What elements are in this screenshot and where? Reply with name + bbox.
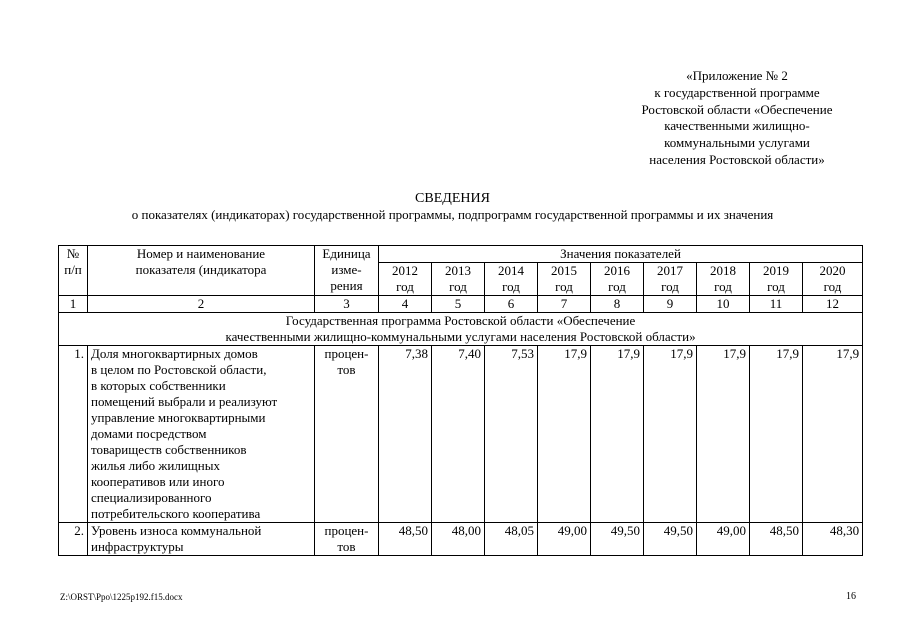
indicator-value: 17,9 [803, 346, 863, 523]
indicator-value: 7,38 [379, 346, 432, 523]
indicator-value: 17,9 [750, 346, 803, 523]
header-row [59, 246, 863, 263]
program-title-row [59, 313, 863, 346]
year-header: 2012 год [379, 263, 432, 296]
appendix-line: «Приложение № 2 [686, 68, 788, 83]
indicator-unit: процен- тов [315, 523, 379, 556]
indicator-value: 49,50 [591, 523, 644, 556]
indicator-value: 48,00 [432, 523, 485, 556]
column-number: 12 [803, 296, 863, 313]
appendix-line: к государственной программе [654, 84, 820, 100]
program-title: Государственная программа Ростовской области «Обеспечение качественными жилищно-коммунальными услугами населения Ростовской области» [59, 313, 863, 346]
year-header: 2014 год [485, 263, 538, 296]
indicator-value: 17,9 [538, 346, 591, 523]
year-header: 2019 год [750, 263, 803, 296]
appendix-line: качественными жилищно- [664, 118, 810, 134]
indicator-value: 17,9 [644, 346, 697, 523]
column-number: 10 [697, 296, 750, 313]
year-header: 2016 год [591, 263, 644, 296]
appendix-line: населения Ростовской области» [649, 151, 825, 167]
indicator-value: 17,9 [591, 346, 644, 523]
column-number: 2 [88, 296, 315, 313]
indicator-value: 17,9 [697, 346, 750, 523]
indicator-value: 49,00 [538, 523, 591, 556]
year-header: 2017 год [644, 263, 697, 296]
indicator-value: 49,00 [697, 523, 750, 556]
header-name: Номер и наименование показателя (индикатора [88, 246, 315, 296]
indicators-table [58, 245, 863, 556]
table-row [59, 523, 863, 556]
footer-page-number: 16 [846, 591, 856, 602]
year-header: 2018 год [697, 263, 750, 296]
footer-file-path: Z:\ORST\Ppo\1225p192.f15.docx [60, 592, 183, 602]
appendix-header [612, 68, 862, 169]
indicator-value: 48,50 [750, 523, 803, 556]
column-number: 8 [591, 296, 644, 313]
indicator-unit: процен- тов [315, 346, 379, 523]
column-number-row [59, 296, 863, 313]
column-number: 4 [379, 296, 432, 313]
row-number: 2. [59, 523, 88, 556]
indicator-name: Доля многоквартирных домов в целом по Ростовской области, в которых собственники помещений выбрали и реализуют управление многоквартирными домами посредством товариществ собственников жилья либо жилищных кооперативов или иного специализированного потребительского кооператива [88, 346, 315, 523]
column-number: 7 [538, 296, 591, 313]
appendix-line: коммунальными услугами [664, 135, 810, 151]
column-number: 5 [432, 296, 485, 313]
column-number: 9 [644, 296, 697, 313]
indicator-value: 7,40 [432, 346, 485, 523]
column-number: 6 [485, 296, 538, 313]
indicator-value: 49,50 [644, 523, 697, 556]
document-subtitle: о показателях (индикаторах) государственной программы, подпрограмм государственной программы и их значения [131, 207, 774, 222]
year-header: 2013 год [432, 263, 485, 296]
header-num: № п/п [59, 246, 88, 296]
header-unit: Единица изме- рения [315, 246, 379, 296]
indicator-value: 48,05 [485, 523, 538, 556]
row-number: 1. [59, 346, 88, 523]
column-number: 3 [315, 296, 379, 313]
data-rows [59, 346, 863, 556]
column-number: 1 [59, 296, 88, 313]
year-header: 2020 год [803, 263, 863, 296]
table-row [59, 346, 863, 523]
column-number: 11 [750, 296, 803, 313]
appendix-line: Ростовской области «Обеспечение [641, 101, 833, 117]
document-title: СВЕДЕНИЯ [415, 191, 490, 206]
indicator-value: 48,50 [379, 523, 432, 556]
indicator-name: Уровень износа коммунальной инфраструктуры [88, 523, 315, 556]
header-values-title: Значения показателей [379, 246, 863, 263]
year-header: 2015 год [538, 263, 591, 296]
indicator-value: 48,30 [803, 523, 863, 556]
indicator-value: 7,53 [485, 346, 538, 523]
